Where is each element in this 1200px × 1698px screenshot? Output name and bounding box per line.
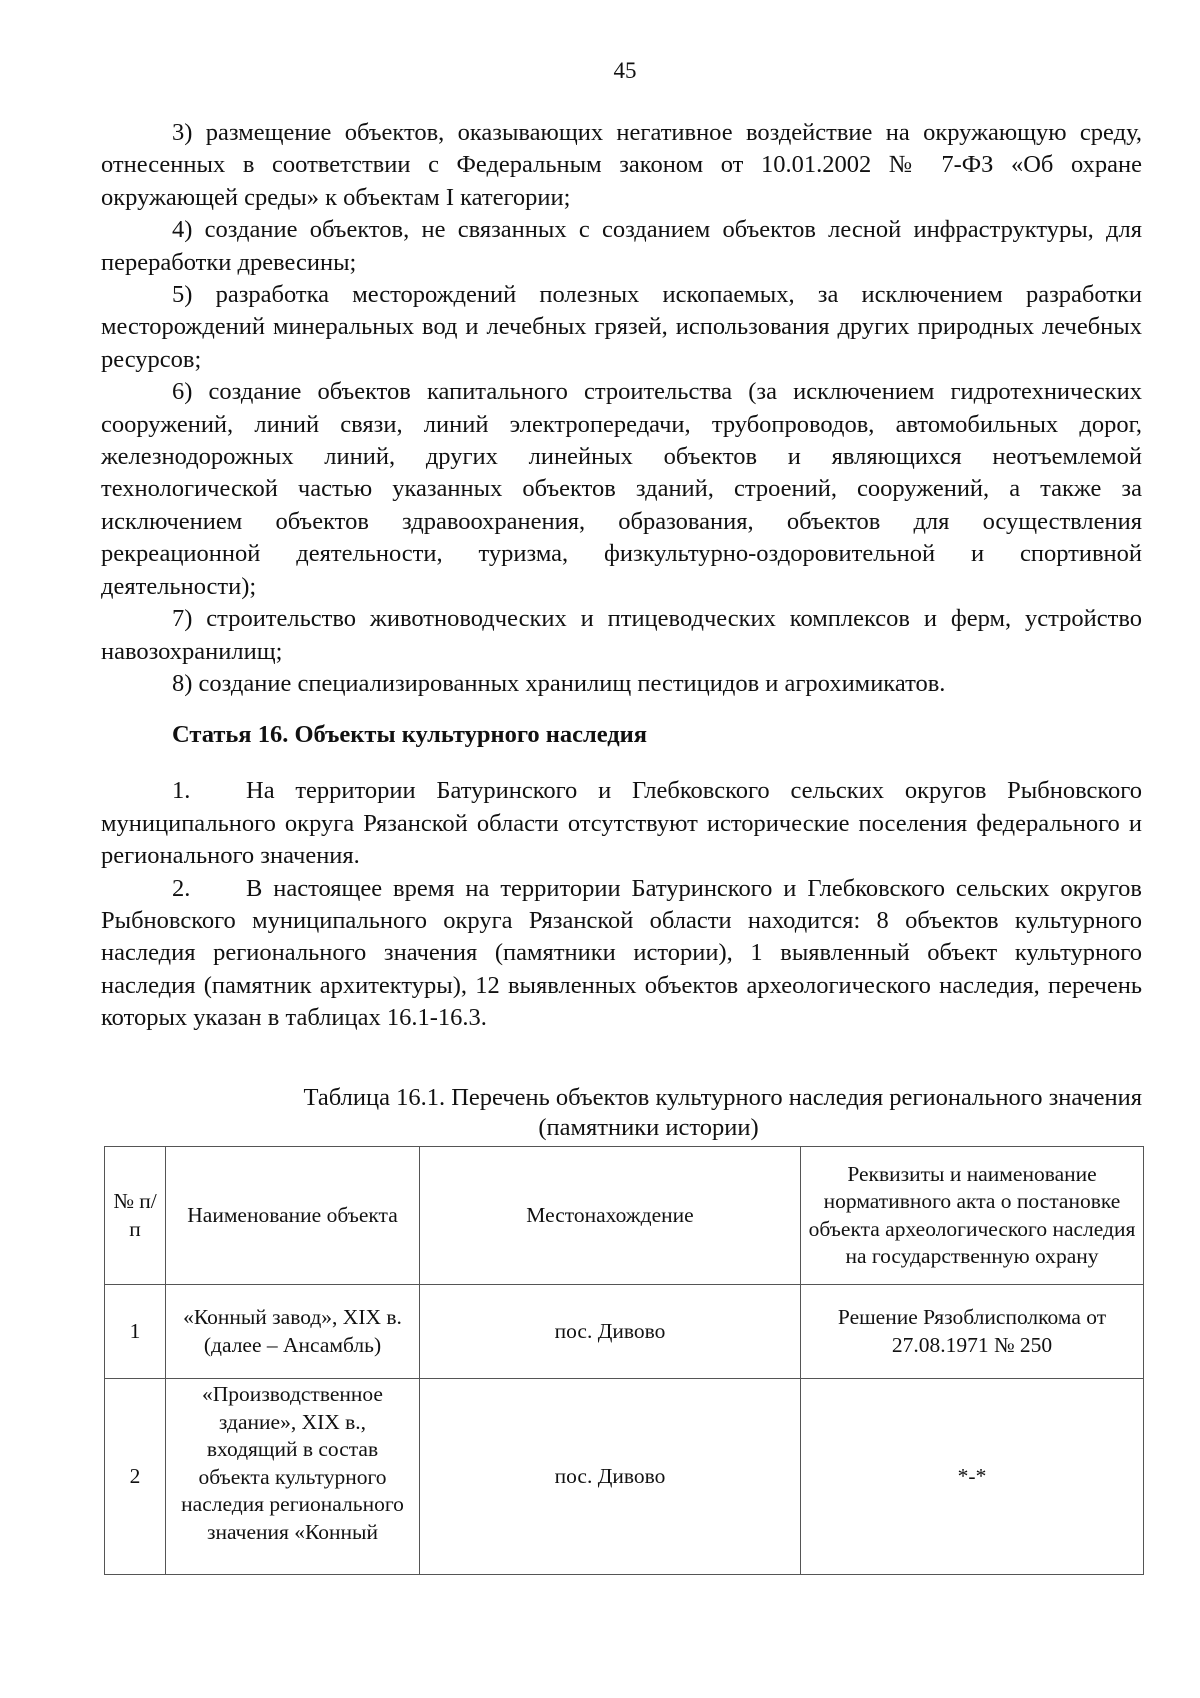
column-header-name: Наименование объекта [166,1147,420,1285]
paragraph-number: 1. [172,777,191,805]
list-item: 7) строительство животноводческих и птицеводческих комплексов и ферм, устройство навозохранилищ; [101,605,1142,665]
table-header-row [105,1147,1144,1285]
page-number: 45 [613,58,637,83]
table-cell-name: «Производственное здание», XIX в., входящий в состав объекта культурного наследия регионального значения «Конный [166,1379,420,1575]
table-caption [101,1083,1142,1143]
article-paragraph [101,775,1142,872]
table-cell-number: 2 [105,1379,166,1575]
list-item: 4) создание объектов, не связанных с созданием объектов лесной инфраструктуры, для переработки древесины; [101,216,1142,276]
paragraph-text: В настоящее время на территории Батуринского и Глебковского сельских округов Рыбновского муниципального округа Рязанской области находится: 8 объектов культурного наследия регионального значения (памятники истории), 1 выявленный объект культурного наследия (памятник архитектуры), 12 выявленных объектов археологического наследия, перечень которых указан в таблицах 16.1-16.3. [101,874,1142,1032]
table-row [105,1379,1144,1575]
list-item: 3) размещение объектов, оказывающих негативное воздействие на окружающую среду, отнесенных в соответствии с Федеральным законом от 10.01.2002 № 7-ФЗ «Об охране окружающей среды» к объектам I категории; [101,119,1142,211]
heritage-objects-table [104,1146,1144,1575]
table-cell-location: пос. Дивово [420,1379,801,1575]
column-header-number: № п/п [105,1147,166,1285]
table-cell-legal-act: Решение Рязоблисполкома от 27.08.1971 № 250 [801,1285,1144,1379]
table-caption-subtitle: (памятники истории) [538,1114,759,1141]
table-cell-number: 1 [105,1285,166,1379]
list-item: 6) создание объектов капитального строительства (за исключением гидротехнических сооружений, линий связи, линий электропередачи, трубопроводов, автомобильных дорог, железнодорожных линий, других линейных объектов и являющихся неотъемлемой технологической частью указанных объектов зданий, строений, сооружений, а также за исключением объектов здравоохранения, образования, объектов для осуществления рекреационной деятельности, туризма, физкультурно-оздоровительной и спортивной деятельности); [101,378,1142,600]
paragraph-text: На территории Батуринского и Глебковского сельских округов Рыбновского муниципального округа Рязанской области отсутствуют исторические поселения федерального и регионального значения. [101,777,1142,870]
table-cell-legal-act: *-* [801,1379,1144,1575]
table-cell-name: «Конный завод», XIX в. (далее – Ансамбль) [166,1285,420,1379]
table-row [105,1285,1144,1379]
table-caption-title: Таблица 16.1. Перечень объектов культурного наследия регионального значения [303,1084,1142,1111]
list-item: 5) разработка месторождений полезных ископаемых, за исключением разработки месторождений минеральных вод и лечебных грязей, использования других природных лечебных ресурсов; [101,281,1142,373]
column-header-legal-act: Реквизиты и наименование нормативного акта о постановке объекта археологического наследия на государственную охрану [801,1147,1144,1285]
article-paragraph [101,873,1142,1035]
column-header-location: Местонахождение [420,1147,801,1285]
document-body [101,117,1142,1035]
table-cell-location: пос. Дивово [420,1285,801,1379]
list-item: 8) создание специализированных хранилищ пестицидов и агрохимикатов. [172,669,946,697]
article-heading: Статья 16. Объекты культурного наследия [172,721,648,749]
paragraph-number: 2. [172,874,191,902]
